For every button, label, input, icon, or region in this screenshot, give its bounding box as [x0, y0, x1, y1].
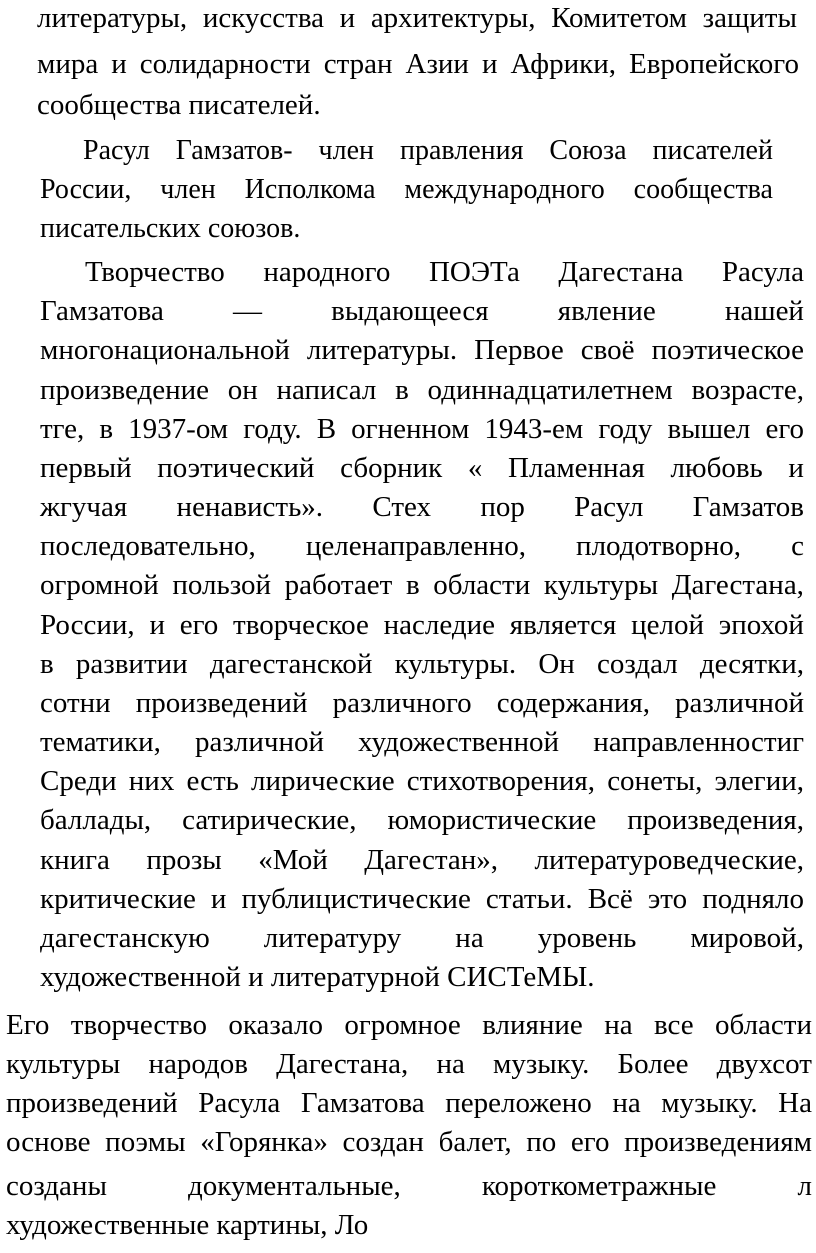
- word: «: [467, 452, 483, 484]
- word: писателей: [652, 135, 773, 166]
- paragraph-line: писательских союзов.: [40, 213, 301, 244]
- word: одиннадцатилетнем: [427, 374, 673, 406]
- paragraph-line: [40, 297, 804, 326]
- word: л: [797, 1170, 812, 1202]
- paragraph-line: [40, 767, 804, 796]
- paragraph-line: сообщества писателей.: [37, 89, 321, 121]
- paragraph-line: [40, 176, 773, 204]
- word: народного: [263, 256, 391, 288]
- word: тематики,: [40, 726, 161, 758]
- word: переложено: [445, 1087, 592, 1119]
- word: Среди: [40, 765, 117, 797]
- word: В: [316, 413, 337, 445]
- word: первый: [40, 452, 132, 484]
- word: целой: [631, 609, 705, 641]
- word: по: [526, 1126, 557, 1158]
- word: и: [481, 48, 498, 80]
- word: солидарности: [139, 48, 311, 80]
- word: сатирические,: [182, 804, 357, 836]
- word: стран: [323, 48, 393, 80]
- word: созданы: [6, 1170, 107, 1202]
- word: он: [227, 374, 258, 406]
- word: создал: [597, 648, 678, 680]
- word: работает: [284, 569, 393, 601]
- word: Комитетом: [551, 2, 687, 34]
- word: вышел: [667, 413, 751, 445]
- word: произведение: [40, 374, 210, 406]
- word: Стех: [372, 491, 431, 523]
- word: есть: [186, 765, 239, 797]
- word: Европейского: [628, 48, 799, 80]
- paragraph-line: [40, 454, 804, 483]
- word: Союза: [549, 135, 627, 166]
- word: творчество: [70, 1009, 207, 1041]
- word: Творчество: [85, 256, 225, 288]
- word: и: [210, 883, 227, 915]
- word: искусства: [202, 2, 324, 34]
- word: нашей: [724, 295, 804, 327]
- word: архитектуры,: [370, 2, 536, 34]
- word: и: [111, 48, 127, 80]
- word: явление: [557, 295, 656, 327]
- paragraph-line: [40, 846, 804, 875]
- word: на: [455, 922, 484, 954]
- word: году: [598, 413, 653, 445]
- word: 1943-ем: [484, 413, 584, 445]
- word: мира: [37, 48, 99, 80]
- word: огненном: [351, 413, 470, 445]
- word: член: [160, 174, 216, 205]
- word: в: [405, 569, 420, 601]
- word: них: [128, 765, 175, 797]
- word: любовь: [670, 452, 763, 484]
- word: народов: [148, 1048, 248, 1080]
- word: на: [436, 1048, 465, 1080]
- word: его: [765, 413, 804, 445]
- word: сообщества: [633, 174, 773, 205]
- word: член: [318, 135, 374, 166]
- word: мировой,: [690, 922, 804, 954]
- word: Дагестана: [558, 256, 684, 288]
- paragraph-line: [85, 258, 804, 287]
- paragraph-line: [40, 924, 804, 953]
- word: баллады,: [40, 804, 152, 836]
- word: литературу: [263, 922, 402, 954]
- paragraph-line: [6, 1172, 812, 1201]
- word: Дагестана,: [671, 569, 804, 601]
- word: пользой: [172, 569, 271, 601]
- word: своё: [580, 334, 635, 366]
- word: области: [433, 569, 531, 601]
- word: пор: [480, 491, 525, 523]
- word: написал: [276, 374, 377, 406]
- word: документальные,: [188, 1170, 401, 1202]
- word: «Мой: [258, 844, 328, 876]
- paragraph-line: художественные картины, Ло: [6, 1209, 369, 1241]
- word: Расула: [721, 256, 804, 288]
- word: огромное: [344, 1009, 461, 1041]
- word: юмористические: [387, 804, 597, 836]
- word: области: [715, 1009, 812, 1041]
- word: с: [791, 530, 804, 562]
- word: его: [179, 609, 219, 641]
- word: публицистические: [241, 883, 471, 915]
- word: Азии: [405, 48, 469, 80]
- word: произведениям: [624, 1126, 812, 1158]
- word: книга: [40, 844, 110, 876]
- word: «Горянка»: [200, 1126, 328, 1158]
- word: элегии,: [714, 765, 804, 797]
- word: эпохой: [718, 609, 804, 641]
- word: творческое: [233, 609, 369, 641]
- word: сонеты,: [607, 765, 703, 797]
- word: Расул: [574, 491, 644, 523]
- word: Он: [538, 648, 575, 680]
- word: сборник: [340, 452, 443, 484]
- paragraph-line: [6, 1011, 812, 1040]
- paragraph-line: [40, 689, 804, 718]
- word: жгучая: [40, 491, 128, 523]
- paragraph-line: [6, 1089, 812, 1118]
- word: короткометражные: [481, 1170, 717, 1202]
- word: литературы,: [37, 2, 188, 34]
- word: культуры: [6, 1048, 121, 1080]
- paragraph-line: [40, 611, 804, 640]
- paragraph-line: [83, 137, 773, 165]
- word: двухсот: [716, 1048, 812, 1080]
- word: содержания,: [496, 687, 650, 719]
- paragraph-line: [6, 1128, 812, 1157]
- word: его: [570, 1126, 610, 1158]
- word: критические: [40, 883, 196, 915]
- word: Пламенная: [508, 452, 645, 484]
- word: литературы.: [306, 334, 458, 366]
- word: Дагестан»,: [364, 844, 499, 876]
- paragraph-line: [40, 806, 804, 835]
- word: различного: [332, 687, 472, 719]
- word: на: [612, 1087, 641, 1119]
- word: литературоведческие,: [534, 844, 804, 876]
- word: дагестанскую: [40, 922, 210, 954]
- word: лирические: [251, 765, 395, 797]
- word: тге,: [40, 413, 85, 445]
- paragraph-line: [40, 532, 804, 561]
- word: последовательно,: [40, 530, 256, 562]
- word: поэмы: [105, 1126, 186, 1158]
- word: культуры: [543, 569, 659, 601]
- word: оказало: [228, 1009, 323, 1041]
- word: десятки,: [699, 648, 804, 680]
- word: целенаправленно,: [305, 530, 526, 562]
- word: это: [647, 883, 688, 915]
- word: и: [339, 2, 356, 34]
- word: в: [395, 374, 409, 406]
- paragraph-line: [37, 4, 797, 33]
- word: Всё: [587, 883, 633, 915]
- word: —: [232, 295, 262, 327]
- paragraph-line: [6, 1050, 812, 1079]
- word: Исполкома: [244, 174, 376, 205]
- word: На: [778, 1087, 812, 1119]
- paragraph-line: [40, 571, 804, 600]
- word: огромной: [40, 569, 159, 601]
- word: произведений: [135, 687, 308, 719]
- word: статьи.: [485, 883, 573, 915]
- word: многонациональной: [40, 334, 290, 366]
- word: ПОЭТа: [428, 256, 520, 288]
- word: направленностиг: [593, 726, 804, 758]
- word: Расула: [198, 1087, 281, 1119]
- word: культуры.: [394, 648, 517, 680]
- word: уровень: [537, 922, 637, 954]
- word: Первое: [474, 334, 564, 366]
- word: Гамзатова: [300, 1087, 425, 1119]
- word: России,: [40, 174, 132, 205]
- word: различной: [195, 726, 324, 758]
- word: в: [99, 413, 114, 445]
- word: музыку.: [493, 1048, 590, 1080]
- paragraph-line: [40, 885, 804, 914]
- word: сотни: [40, 687, 111, 719]
- word: ненависть».: [176, 491, 324, 523]
- word: влияние: [482, 1009, 583, 1041]
- paragraph-line: [40, 415, 804, 444]
- word: Гамзатов-: [175, 135, 293, 166]
- word: Дагестана,: [276, 1048, 409, 1080]
- word: музыку.: [661, 1087, 758, 1119]
- word: на: [604, 1009, 633, 1041]
- word: в: [40, 648, 54, 680]
- word: Его: [6, 1009, 50, 1041]
- word: подняло: [702, 883, 804, 915]
- word: Африки,: [510, 48, 616, 80]
- word: выдающееся: [331, 295, 489, 327]
- word: является: [509, 609, 617, 641]
- word: плодотворно,: [576, 530, 742, 562]
- word: дагестанской: [209, 648, 373, 680]
- word: и: [788, 452, 804, 484]
- word: основе: [6, 1126, 91, 1158]
- word: поэтическое: [651, 334, 804, 366]
- paragraph-line: [40, 728, 804, 757]
- word: поэтический: [157, 452, 315, 484]
- paragraph-line: [40, 376, 804, 405]
- word: прозы: [146, 844, 222, 876]
- paragraph-line: [40, 493, 804, 522]
- paragraph-line: [40, 650, 804, 679]
- paragraph-line: [40, 336, 804, 365]
- word: художественной: [358, 726, 560, 758]
- word: Гамзатов: [692, 491, 804, 523]
- word: стихотворения,: [406, 765, 596, 797]
- paragraph-line: [37, 50, 799, 79]
- word: все: [654, 1009, 694, 1041]
- word: развитии: [75, 648, 188, 680]
- word: 1937-ом: [128, 413, 229, 445]
- word: Более: [617, 1048, 689, 1080]
- word: Гамзатова: [40, 295, 164, 327]
- word: произведений: [6, 1087, 178, 1119]
- word: году.: [243, 413, 302, 445]
- word: различной: [675, 687, 804, 719]
- word: наследие: [383, 609, 496, 641]
- paragraph-line: художественной и литературной СИСТеМЫ.: [40, 961, 595, 993]
- word: произведения,: [627, 804, 804, 836]
- word: создан: [342, 1126, 424, 1158]
- word: России,: [40, 609, 135, 641]
- word: возрасте,: [691, 374, 804, 406]
- word: правления: [399, 135, 524, 166]
- word: балет,: [438, 1126, 512, 1158]
- word: защиты: [702, 2, 797, 34]
- word: и: [149, 609, 165, 641]
- word: международного: [404, 174, 605, 205]
- word: Расул: [83, 135, 150, 166]
